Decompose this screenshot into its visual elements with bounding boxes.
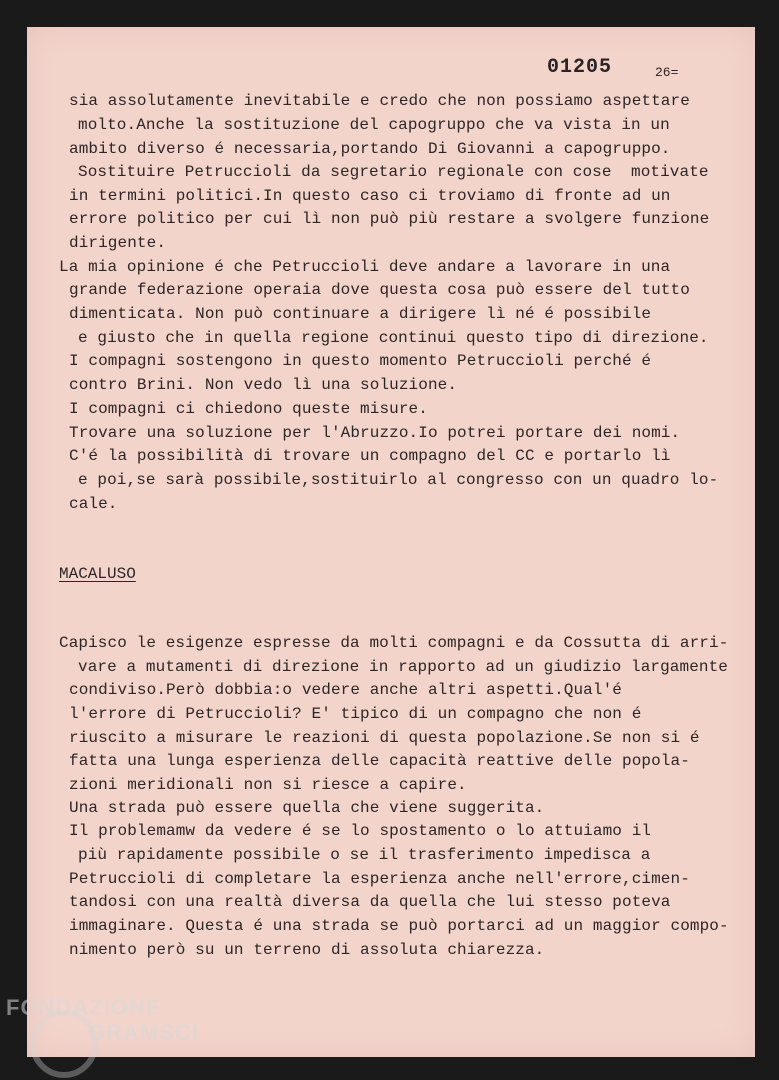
text-line: La mia opinione é che Petruccioli deve andare a lavorare in una	[59, 258, 671, 276]
watermark-text: GRAMSCI	[88, 1020, 199, 1045]
text-line: dirigente.	[69, 234, 167, 252]
text-line: Trovare una soluzione per l'Abruzzo.Io potrei portare dei nomi.	[69, 424, 681, 442]
text-line: immaginare. Questa é una strada se può portarci ad un maggior compo-	[69, 917, 729, 935]
text-line: molto.Anche la sostituzione del capogruppo che va vista in un	[78, 116, 670, 134]
text-line: zioni meridionali non si riesce a capire.	[69, 776, 467, 794]
text-line: l'errore di Petruccioli? E' tipico di un compagno che non é	[69, 705, 642, 723]
text-line: I compagni sostengono in questo momento Petruccioli perché é	[69, 352, 652, 370]
text-line: tandosi con una realtà diversa da quella che lui stesso poteva	[69, 893, 671, 911]
watermark-text: FONDAZIONE	[6, 995, 162, 1020]
text-line: cale.	[69, 495, 118, 513]
text-line: Sostituire Petruccioli da segretario regionale con cose motivate	[78, 163, 709, 181]
text-line: Il problemamw da vedere é se lo spostamento o lo attuiamo il	[69, 822, 652, 840]
text-line: e giusto che in quella regione continui questo tipo di direzione.	[78, 329, 709, 347]
text-line: Petruccioli di completare la esperienza anche nell'errore,cimen-	[69, 870, 690, 888]
text-line: vare a mutamenti di direzione in rapporto ad un giudizio largamente	[78, 658, 729, 676]
text-line: e poi,se sarà possibile,sostituirlo al congresso con un quadro lo-	[78, 471, 719, 489]
text-line: nimento però su un terreno di assoluta chiarezza.	[69, 941, 545, 959]
text-line: contro Brini. Non vedo lì una soluzione.	[69, 376, 458, 394]
text-line: Una strada può essere quella che viene suggerita.	[69, 799, 545, 817]
text-line: più rapidamente possibile o se il trasferimento impedisca a	[78, 846, 651, 864]
text-line: errore politico per cui lì non può più restare a svolgere funzione	[69, 210, 710, 228]
text-line: fatta una lunga esperienza delle capacità reattive delle popola-	[69, 752, 690, 770]
page-number: 26=	[655, 65, 679, 80]
text-line: grande federazione operaia dove questa cosa può essere del tutto	[69, 281, 690, 299]
text-line: I compagni ci chiedono queste misure.	[69, 400, 428, 418]
document-number: 01205	[547, 56, 613, 79]
text-line: in termini politici.In questo caso ci troviamo di fronte ad un	[69, 187, 671, 205]
text-line: ambito diverso é necessaria,portando Di Giovanni a capogruppo.	[69, 140, 671, 158]
speaker-heading: MACALUSO	[59, 565, 136, 583]
text-line: condiviso.Però dobbia:o vedere anche altri aspetti.Qual'é	[69, 681, 622, 699]
text-line: riuscito a misurare le reazioni di questa popolazione.Se non si é	[69, 729, 700, 747]
text-line: Capisco le esigenze espresse da molti compagni e da Cossutta di arri-	[59, 634, 729, 652]
text-line: sia assolutamente inevitabile e credo che non possiamo aspettare	[69, 92, 690, 110]
text-line: C'é la possibilità di trovare un compagno del CC e portarlo lì	[69, 447, 671, 465]
text-line: dimenticata. Non può continuare a dirigere lì né é possibile	[69, 305, 652, 323]
